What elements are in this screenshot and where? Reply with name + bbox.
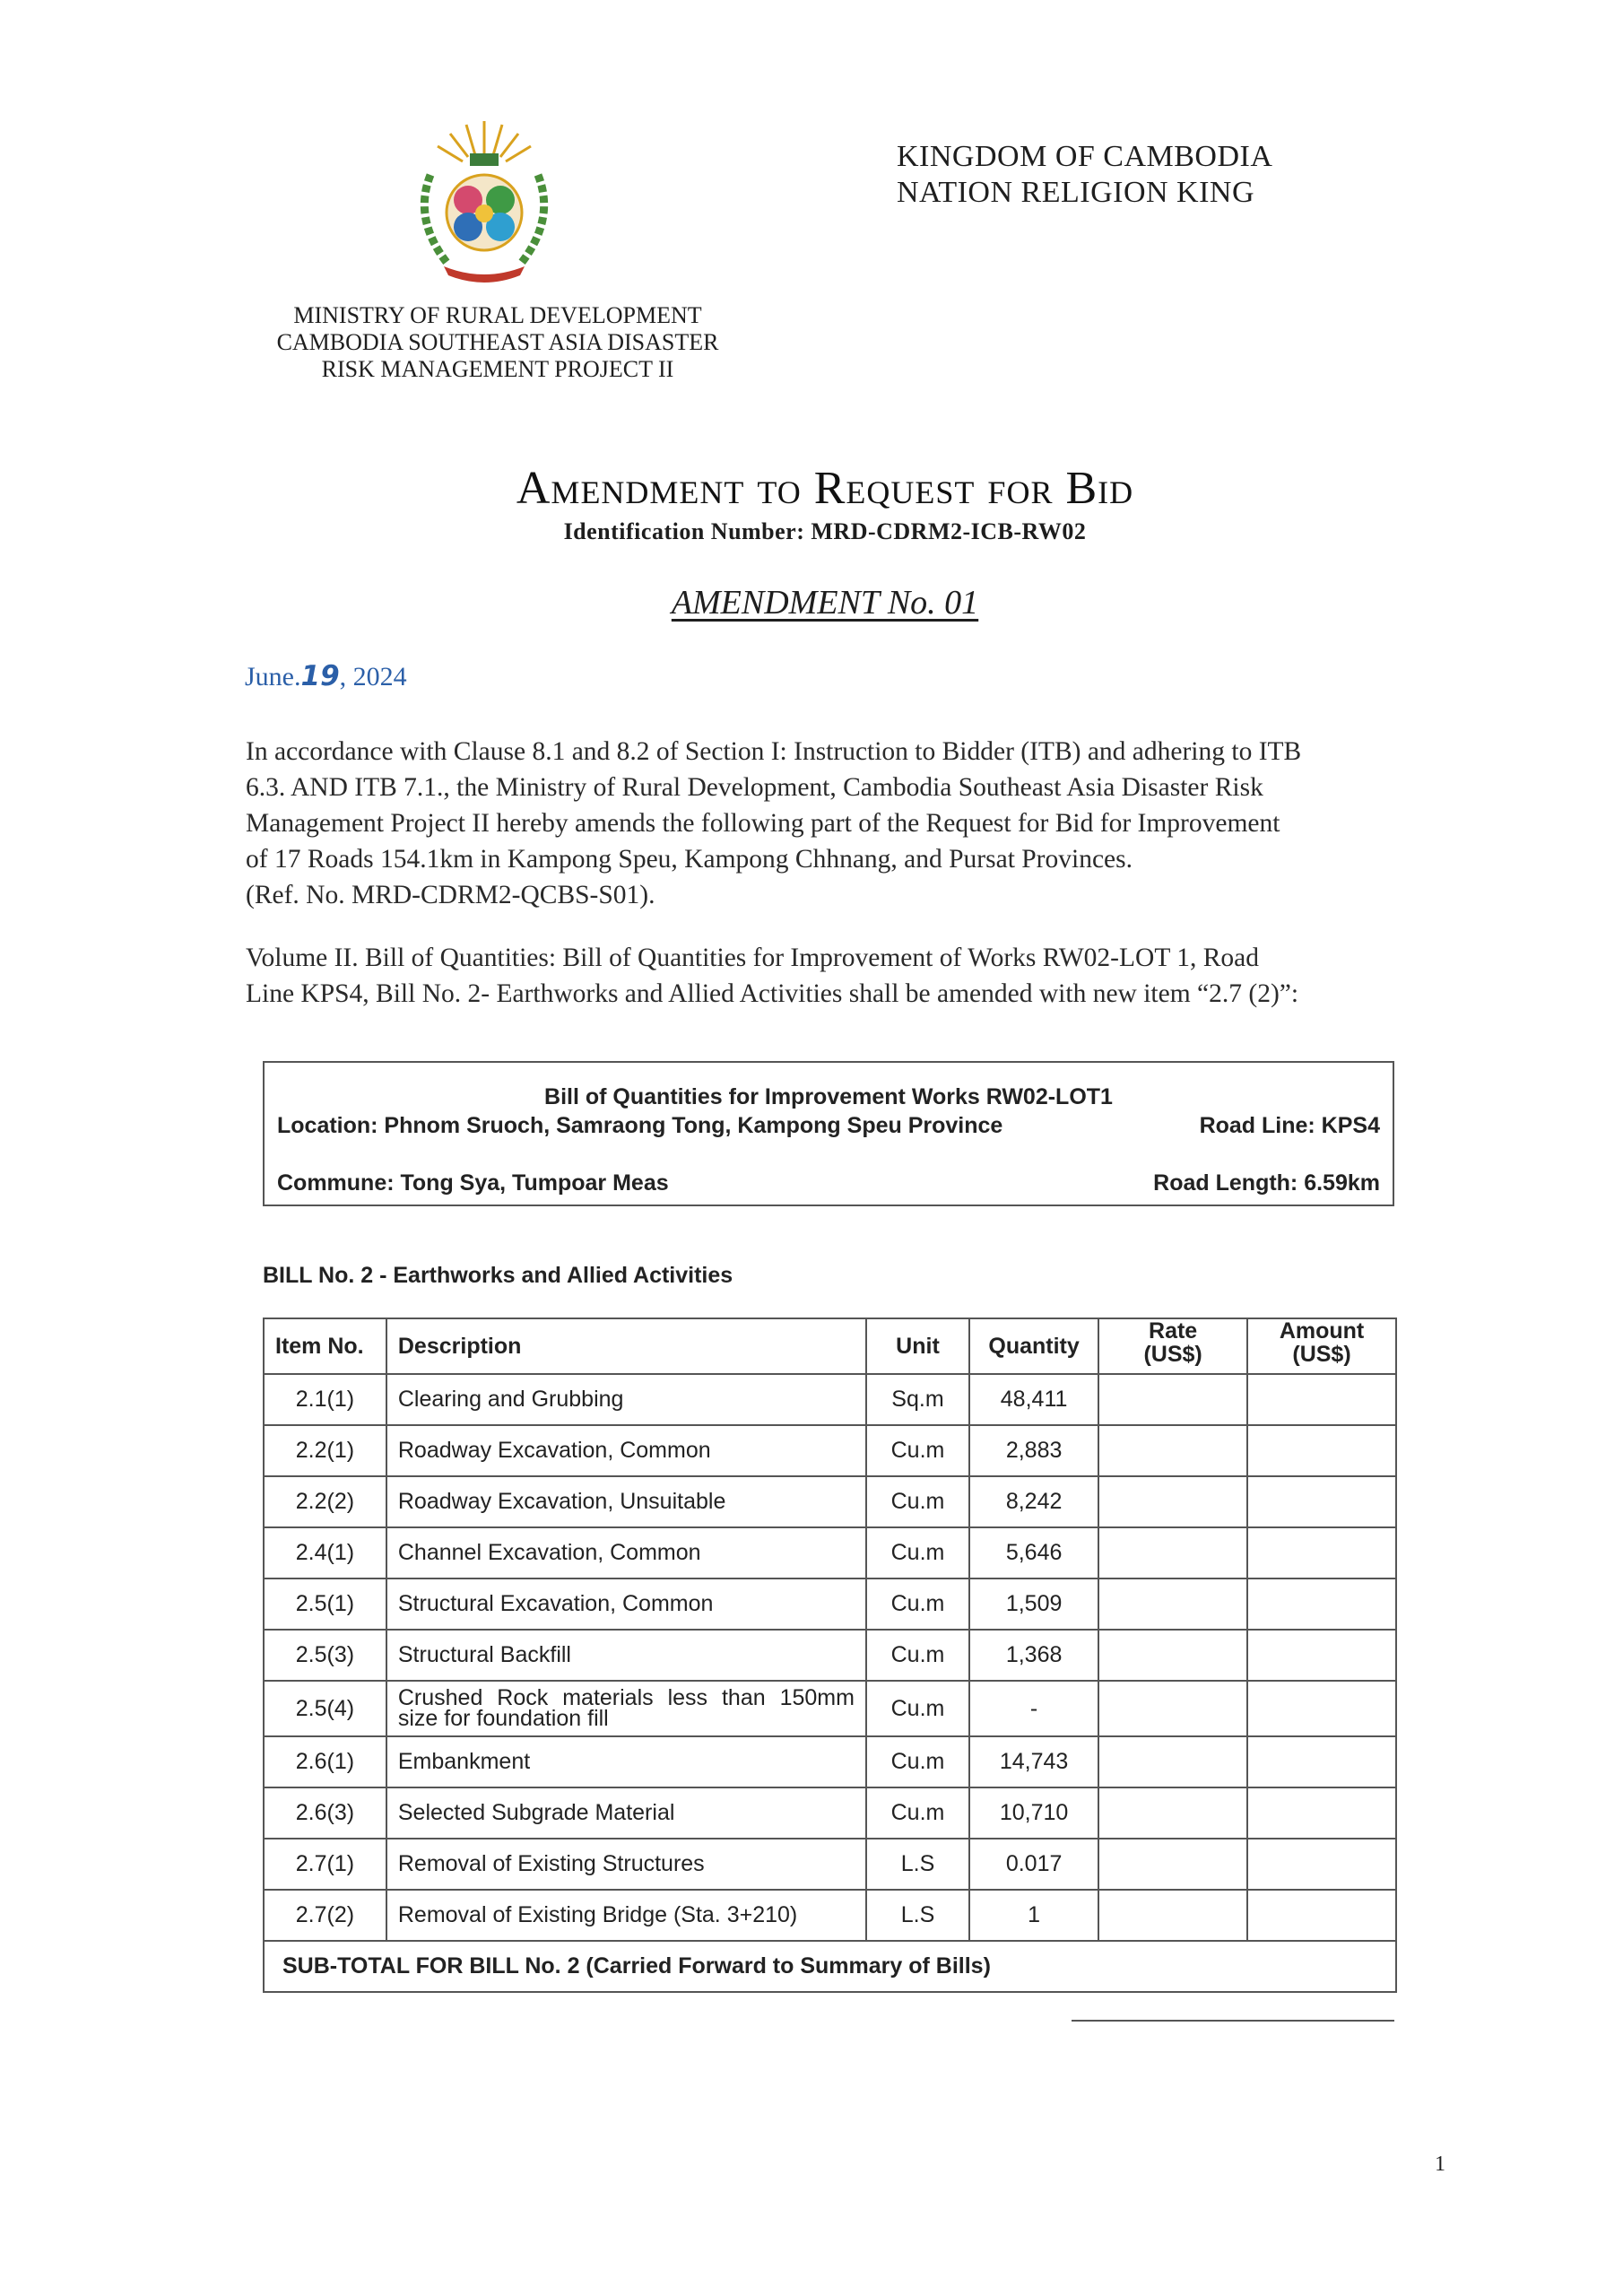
col-unit: Unit (866, 1318, 969, 1374)
cell-unit: Cu.m (866, 1630, 969, 1681)
cell-amount (1247, 1476, 1396, 1527)
cell-item: 2.2(2) (264, 1476, 386, 1527)
boq-header-box (263, 1061, 1394, 1206)
amendment-paragraph (246, 734, 1411, 913)
cell-description: Structural Backfill (386, 1630, 866, 1681)
cell-unit: L.S (866, 1839, 969, 1890)
cell-amount (1247, 1681, 1396, 1736)
cell-rate (1098, 1839, 1247, 1890)
col-amount-unit: (US$) (1292, 1342, 1351, 1367)
ministry-emblem-icon (395, 112, 574, 291)
table-row (264, 1630, 1396, 1681)
ministry-line-2: CAMBODIA SOUTHEAST ASIA DISASTER (276, 329, 719, 355)
table-row (264, 1578, 1396, 1630)
boq-road-length: Road Length: 6.59km (1153, 1170, 1380, 1196)
table-row (264, 1736, 1396, 1787)
document-title: Amendment to Request for Bid (516, 463, 1134, 514)
cell-amount (1247, 1425, 1396, 1476)
paragraph-line: Management Project II hereby amends the following part of the Request for Bid for Improvement (246, 809, 1280, 838)
cell-rate (1098, 1476, 1247, 1527)
table-row (264, 1890, 1396, 1941)
ministry-line-1: MINISTRY OF RURAL DEVELOPMENT (293, 302, 702, 328)
cell-description: Removal of Existing Structures (386, 1839, 866, 1890)
boq-location: Location: Phnom Sruoch, Samraong Tong, Kampong Speu Province (277, 1113, 1003, 1138)
cell-quantity: 5,646 (969, 1527, 1098, 1578)
cell-description: Clearing and Grubbing (386, 1374, 866, 1425)
date-month: June. (245, 662, 301, 691)
table-row (264, 1787, 1396, 1839)
identification-number: Identification Number: MRD-CDRM2-ICB-RW02 (563, 518, 1087, 544)
cell-quantity: - (969, 1681, 1098, 1736)
table-row (264, 1374, 1396, 1425)
col-rate (1098, 1318, 1247, 1374)
col-item-no: Item No. (264, 1318, 386, 1374)
cell-description: Channel Excavation, Common (386, 1527, 866, 1578)
document-date (245, 660, 407, 692)
page-number: 1 (1435, 2152, 1445, 2176)
cell-description: Embankment (386, 1736, 866, 1787)
cell-item: 2.7(1) (264, 1839, 386, 1890)
cell-amount (1247, 1578, 1396, 1630)
boq-road-line: Road Line: KPS4 (1199, 1113, 1380, 1138)
cell-unit: Cu.m (866, 1681, 969, 1736)
cell-unit: Cu.m (866, 1527, 969, 1578)
cell-rate (1098, 1890, 1247, 1941)
cell-unit: Cu.m (866, 1476, 969, 1527)
volume-paragraph (246, 940, 1411, 1012)
cell-quantity: 1,509 (969, 1578, 1098, 1630)
ministry-heading (242, 302, 753, 383)
cell-rate (1098, 1578, 1247, 1630)
cell-quantity: 2,883 (969, 1425, 1098, 1476)
kingdom-line-2: NATION RELIGION KING (897, 176, 1255, 209)
subtotal-label: SUB-TOTAL FOR BILL No. 2 (Carried Forward to Summary of Bills) (264, 1941, 1396, 1992)
cell-amount (1247, 1787, 1396, 1839)
cell-item: 2.6(3) (264, 1787, 386, 1839)
cell-amount (1247, 1736, 1396, 1787)
col-amount (1247, 1318, 1396, 1374)
cell-item: 2.5(3) (264, 1630, 386, 1681)
date-year: , 2024 (339, 662, 407, 691)
cell-amount (1247, 1890, 1396, 1941)
kingdom-line-1: KINGDOM OF CAMBODIA (897, 140, 1273, 173)
cell-description: Roadway Excavation, Unsuitable (386, 1476, 866, 1527)
cell-item: 2.2(1) (264, 1425, 386, 1476)
table-row (264, 1425, 1396, 1476)
amendment-number-text: AMENDMENT No. 01 (671, 584, 979, 622)
cell-description: Structural Excavation, Common (386, 1578, 866, 1630)
cell-quantity: 10,710 (969, 1787, 1098, 1839)
cell-amount (1247, 1630, 1396, 1681)
cell-quantity: 0.017 (969, 1839, 1098, 1890)
cell-amount (1247, 1374, 1396, 1425)
cell-unit: Cu.m (866, 1578, 969, 1630)
boq-title: Bill of Quantities for Improvement Works RW02-LOT1 (544, 1084, 1113, 1109)
cell-unit: Cu.m (866, 1736, 969, 1787)
subtotal-entry-line (1072, 2020, 1394, 2022)
paragraph-line: 6.3. AND ITB 7.1., the Ministry of Rural Development, Cambodia Southeast Asia Disaster Risk (246, 773, 1263, 802)
paragraph-line: Line KPS4, Bill No. 2- Earthworks and Allied Activities shall be amended with new item “2.7 (2)”: (246, 979, 1299, 1008)
cell-item: 2.4(1) (264, 1527, 386, 1578)
cell-rate (1098, 1736, 1247, 1787)
cell-description: Roadway Excavation, Common (386, 1425, 866, 1476)
table-row (264, 1527, 1396, 1578)
cell-rate (1098, 1374, 1247, 1425)
col-rate-unit: (US$) (1143, 1342, 1202, 1367)
cell-quantity: 8,242 (969, 1476, 1098, 1527)
paragraph-line: Volume II. Bill of Quantities: Bill of Quantities for Improvement of Works RW02-LOT 1, Road (246, 944, 1259, 972)
bill-title: BILL No. 2 - Earthworks and Allied Activities (263, 1263, 733, 1288)
cell-quantity: 1 (969, 1890, 1098, 1941)
cell-item: 2.5(4) (264, 1681, 386, 1736)
cell-rate (1098, 1681, 1247, 1736)
paragraph-line: of 17 Roads 154.1km in Kampong Speu, Kampong Chhnang, and Pursat Provinces. (246, 845, 1133, 874)
cell-quantity: 14,743 (969, 1736, 1098, 1787)
cell-item: 2.5(1) (264, 1578, 386, 1630)
cell-quantity: 48,411 (969, 1374, 1098, 1425)
cell-quantity: 1,368 (969, 1630, 1098, 1681)
cell-rate (1098, 1787, 1247, 1839)
col-quantity: Quantity (969, 1318, 1098, 1374)
bill-of-quantities-table (263, 1318, 1397, 1993)
date-day: 19 (300, 660, 340, 692)
table-row (264, 1681, 1396, 1736)
col-description: Description (386, 1318, 866, 1374)
cell-amount (1247, 1839, 1396, 1890)
cell-description: Removal of Existing Bridge (Sta. 3+210) (386, 1890, 866, 1941)
col-amount-label: Amount (1279, 1318, 1365, 1344)
cell-item: 2.1(1) (264, 1374, 386, 1425)
cell-description: Selected Subgrade Material (386, 1787, 866, 1839)
cell-unit: L.S (866, 1890, 969, 1941)
cell-item: 2.6(1) (264, 1736, 386, 1787)
boq-commune: Commune: Tong Sya, Tumpoar Meas (277, 1170, 669, 1196)
table-row (264, 1476, 1396, 1527)
cell-unit: Cu.m (866, 1787, 969, 1839)
ministry-line-3: RISK MANAGEMENT PROJECT II (321, 356, 674, 382)
cell-item: 2.7(2) (264, 1890, 386, 1941)
cell-rate (1098, 1527, 1247, 1578)
cell-rate (1098, 1630, 1247, 1681)
cell-amount (1247, 1527, 1396, 1578)
cell-unit: Sq.m (866, 1374, 969, 1425)
subtotal-row (264, 1941, 1396, 1992)
table-header-row (264, 1318, 1396, 1374)
paragraph-line: (Ref. No. MRD-CDRM2-QCBS-S01). (246, 881, 655, 909)
kingdom-heading (897, 139, 1318, 211)
cell-rate (1098, 1425, 1247, 1476)
paragraph-line: In accordance with Clause 8.1 and 8.2 of Section I: Instruction to Bidder (ITB) and adhering to ITB (246, 737, 1302, 766)
col-rate-label: Rate (1149, 1318, 1198, 1344)
cell-description: Crushed Rock materials less than 150mm size for foundation fill (386, 1681, 866, 1736)
cell-unit: Cu.m (866, 1425, 969, 1476)
table-row (264, 1839, 1396, 1890)
amendment-number (269, 583, 1381, 622)
